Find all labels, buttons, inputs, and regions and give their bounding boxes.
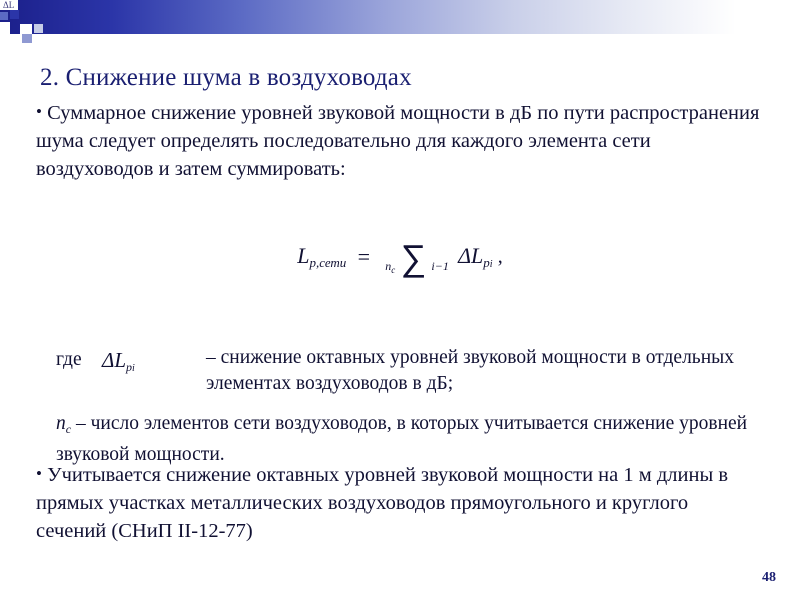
band-square-1 [10, 10, 19, 19]
band-notch-3 [20, 24, 32, 34]
paragraph-conclusion [36, 460, 758, 545]
bullet-marker-1: • [36, 102, 42, 121]
legend-symbol-nc: n [56, 413, 66, 434]
paragraph-intro-text: Суммарное снижение уровней звуковой мощности в дБ по пути распространения шума следует определять последовательно для каждого элемента сети воздуховодов и затем суммировать: [36, 102, 760, 180]
formula-rhs-subscript2: i [489, 259, 493, 270]
formula-comma: , [497, 245, 503, 268]
summation-upper-subscript: c [391, 265, 396, 275]
formula-expression [297, 238, 503, 279]
corner-mark: ΔL [3, 0, 15, 10]
summation-upper-limit [385, 259, 395, 273]
formula-rhs-subscript: p [483, 255, 490, 270]
formula-lhs-symbol: L [297, 243, 310, 268]
formula-rhs [458, 243, 492, 268]
band-square-2 [0, 12, 8, 20]
paragraph-conclusion-text: Учитывается снижение октавных уровней звуковой мощности на 1 м длины в прямых участках металлических воздуховодов прямоугольного и круглого сечений (СНиП II-12-77) [36, 464, 729, 542]
summation-lower-limit: i−1 [431, 259, 449, 273]
formula-equals: = [357, 244, 370, 269]
legend-row-delta [56, 345, 766, 397]
legend-symbol-delta-main: ΔL [102, 348, 127, 372]
legend-symbol-delta-sub: p [126, 360, 133, 374]
bullet-marker-2: • [36, 464, 42, 483]
legend-symbol-nc-sub: c [65, 422, 72, 436]
legend-where-label: где [56, 349, 82, 370]
legend-definition-delta: – снижение октавных уровней звуковой мощности в отдельных элементах воздуховодов в дБ; [206, 347, 734, 394]
page-number: 48 [762, 570, 776, 585]
summation-upper-symbol: n [385, 259, 392, 273]
legend-symbol-delta [102, 345, 206, 382]
formula-block [0, 238, 800, 279]
formula-legend [56, 345, 766, 468]
header-gradient-band [0, 0, 800, 34]
formula-rhs-symbol: ΔL [458, 243, 484, 268]
formula-lhs [297, 243, 346, 268]
band-square-4 [34, 24, 43, 33]
summation-operator [385, 238, 449, 279]
band-square-3 [22, 34, 32, 43]
legend-definition-nc: – число элементов сети воздуховодов, в которых учитывается снижение уровней звуковой мощности. [56, 413, 748, 465]
paragraph-intro [36, 98, 762, 183]
band-notch-2 [0, 22, 10, 34]
page-title: 2. Снижение шума в воздуховодах [40, 63, 412, 91]
legend-symbol-delta-sub2: i [132, 363, 135, 374]
formula-lhs-subscript: p,сети [309, 255, 347, 270]
sigma-icon: ∑ [400, 238, 427, 279]
